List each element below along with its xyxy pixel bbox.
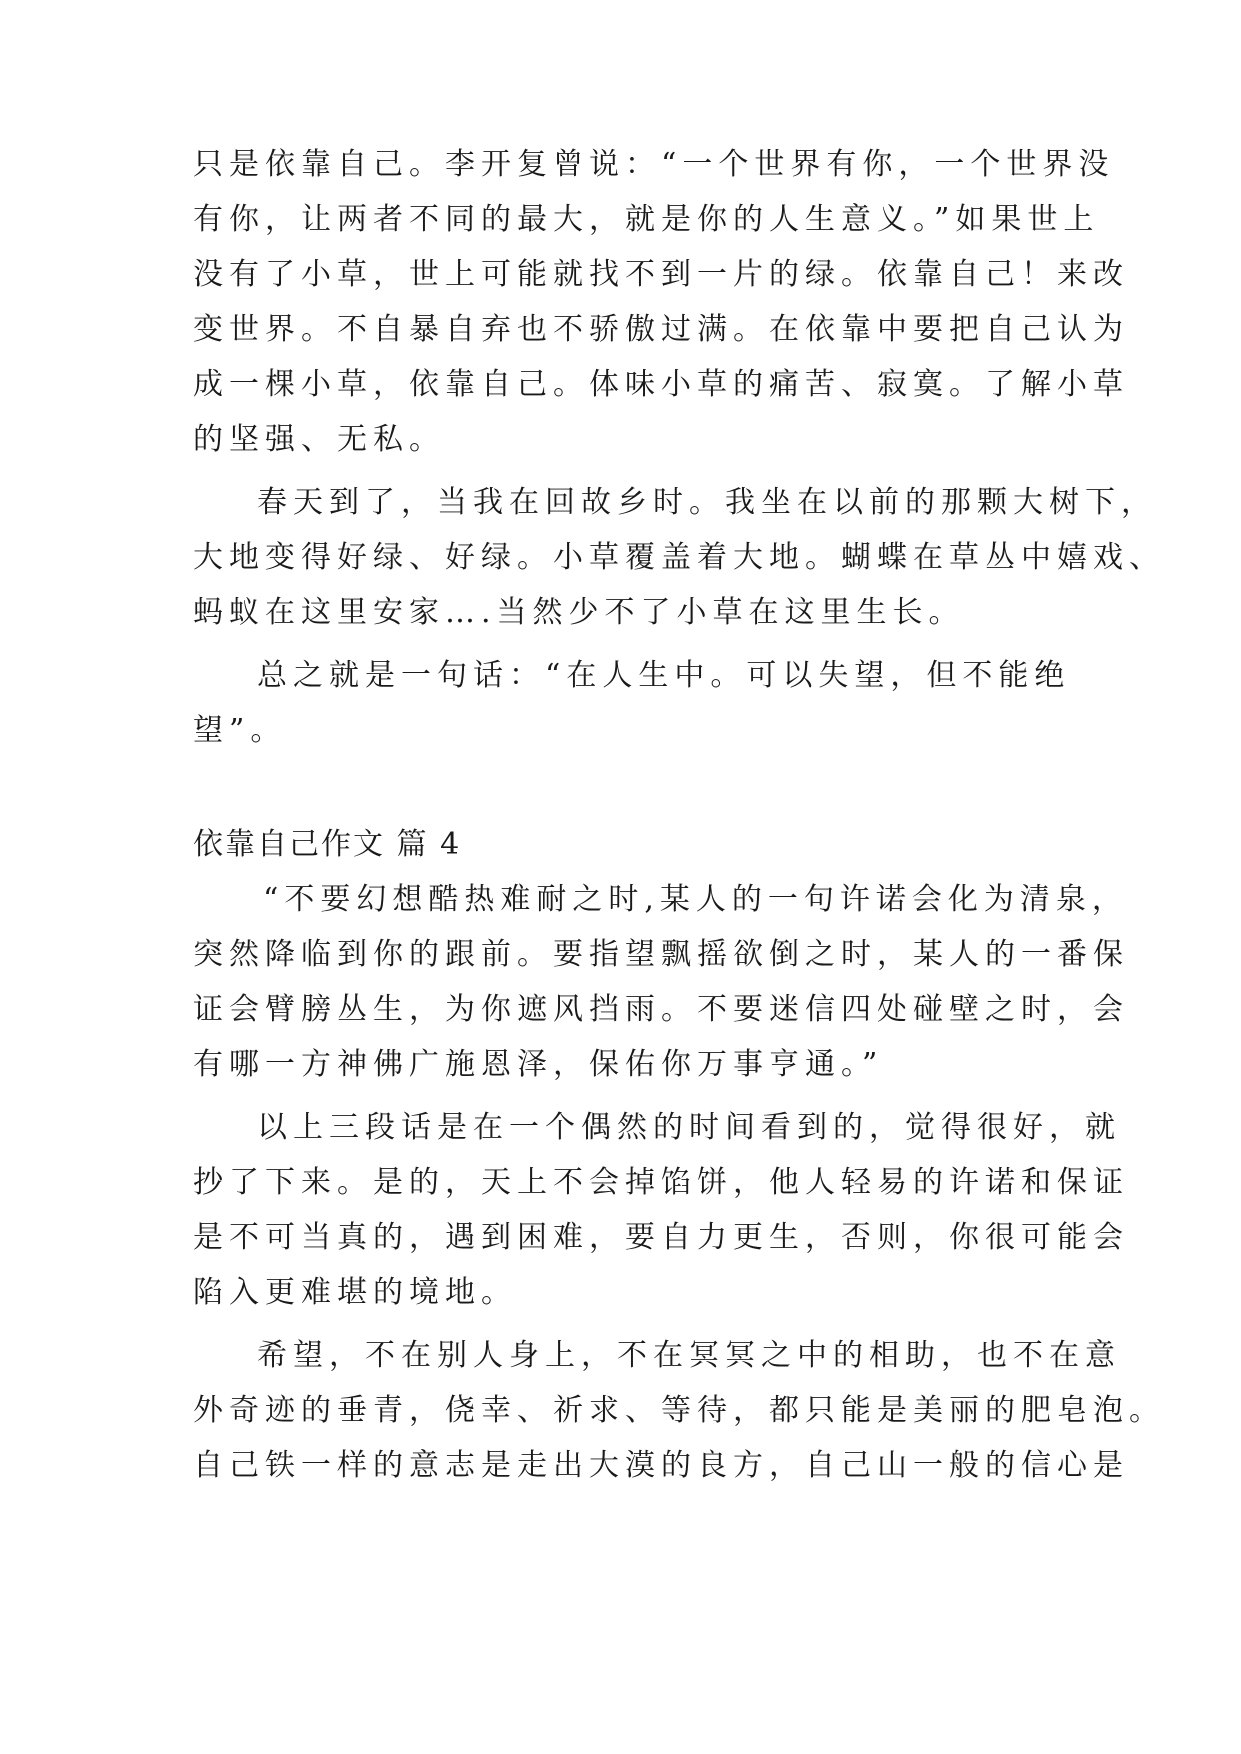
text-line: 变世界。不自暴自弃也不骄傲过满。在依靠中要把自己认为: [193, 312, 1129, 347]
text-line: 是不可当真的，遇到困难，要自力更生，否则，你很可能会: [193, 1220, 1129, 1255]
text-line: 有哪一方神佛广施恩泽，保佑你万事亨通。”: [193, 1047, 884, 1082]
text-line: “不要幻想酷热难耐之时,某人的一句许诺会化为清泉，: [263, 882, 1128, 917]
text-line: 没有了小草，世上可能就找不到一片的绿。依靠自己！来改: [193, 257, 1129, 292]
text-line: 总之就是一句话：“在人生中。可以失望，但不能绝: [257, 658, 1071, 693]
text-line: 只是依靠自己。李开复曾说：“一个世界有你，一个世界没: [193, 147, 1115, 182]
text-line: 外奇迹的垂青，侥幸、祈求、等待，都只能是美丽的肥皂泡。: [193, 1393, 1165, 1428]
text-line: 大地变得好绿、好绿。小草覆盖着大地。蝴蝶在草丛中嬉戏、: [193, 540, 1165, 575]
text-line: 突然降临到你的跟前。要指望飘摇欲倒之时，某人的一番保: [193, 937, 1129, 972]
text-line: 成一棵小草，依靠自己。体味小草的痛苦、寂寞。了解小草: [193, 367, 1129, 402]
text-line: 以上三段话是在一个偶然的时间看到的，觉得很好，就: [257, 1110, 1121, 1145]
text-line: 陷入更难堪的境地。: [193, 1275, 517, 1310]
text-line: 望”。: [193, 713, 287, 748]
section-heading: 依靠自己作文 篇 4: [193, 827, 462, 862]
text-line: 抄了下来。是的，天上不会掉馅饼，他人轻易的许诺和保证: [193, 1165, 1129, 1200]
text-line: 蚂蚁在这里安家….当然少不了小草在这里生长。: [193, 595, 965, 630]
text-line: 的坚强、无私。: [193, 422, 445, 457]
text-line: 希望，不在别人身上，不在冥冥之中的相助，也不在意: [257, 1338, 1121, 1373]
text-line: 自己铁一样的意志是走出大漠的良方，自己山一般的信心是: [193, 1448, 1129, 1483]
text-line: 证会臂膀丛生，为你遮风挡雨。不要迷信四处碰壁之时，会: [193, 992, 1129, 1027]
text-line: 有你，让两者不同的最大，就是你的人生意义。”如果世上: [193, 202, 1100, 237]
text-line: 春天到了，当我在回故乡时。我坐在以前的那颗大树下，: [257, 485, 1157, 520]
